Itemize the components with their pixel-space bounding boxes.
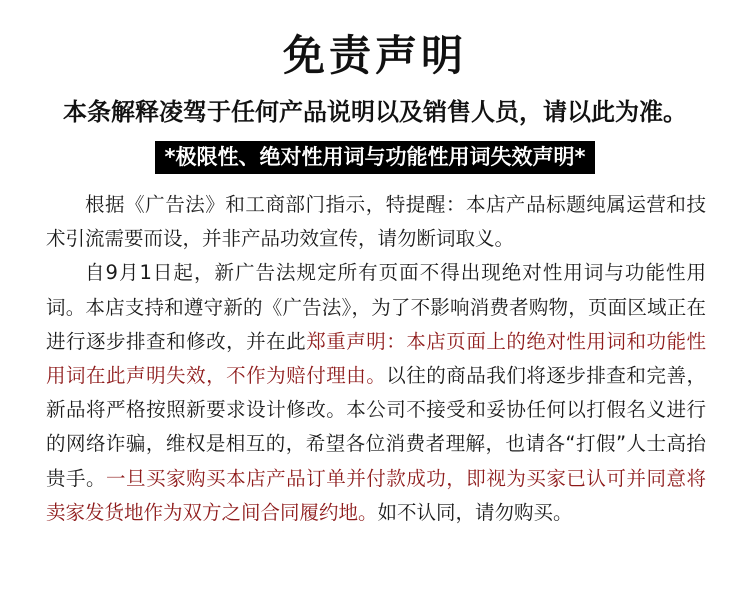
- paragraph-ad-law-notice: 根据《广告法》和工商部门指示，特提醒：本店产品标题纯属运营和技术引流需要而设，并非产品功效宣传，请勿断词取义。: [46, 193, 706, 251]
- emphasis-statement: 郑重声明：本店页面上的绝对性用词和功能性用词在此声明失效，不作为赔付理由。: [46, 329, 706, 388]
- notice-banner: *极限性、绝对性用词与功能性用词失效声明*: [155, 141, 596, 174]
- paragraph-new-ad-law: [46, 256, 706, 530]
- disclaimer-body: [46, 188, 706, 530]
- paragraph-text: 自9月1日起，新广告法规定所有页面不得出现绝对性用词与功能性用词。本店支持和遵守新的《广告法》，为了不影响消费者购物，页面区域正在进行逐步排查和修改，并在此: [46, 261, 706, 353]
- page-subtitle: 本条解释凌驾于任何产品说明以及销售人员，请以此为准。: [63, 98, 687, 126]
- page-title: 免责声明: [282, 31, 467, 80]
- paragraph-text: 以往的商品我们将逐步排查和完善，新品将严格按照新要求设计修改。本公司不接受和妥协任何以打假名义进行的网络诈骗，维权是相互的，希望各位消费者理解，也请各“打假”人士高抬贵手。: [46, 364, 706, 490]
- paragraph-text: 如不认同，请勿购买。: [377, 500, 573, 524]
- emphasis-contract-location: 一旦买家购买本店产品订单并付款成功，即视为买家已认可并同意将卖家发货地作为双方之间合同履约地。: [46, 466, 706, 524]
- banner-container: [0, 141, 750, 174]
